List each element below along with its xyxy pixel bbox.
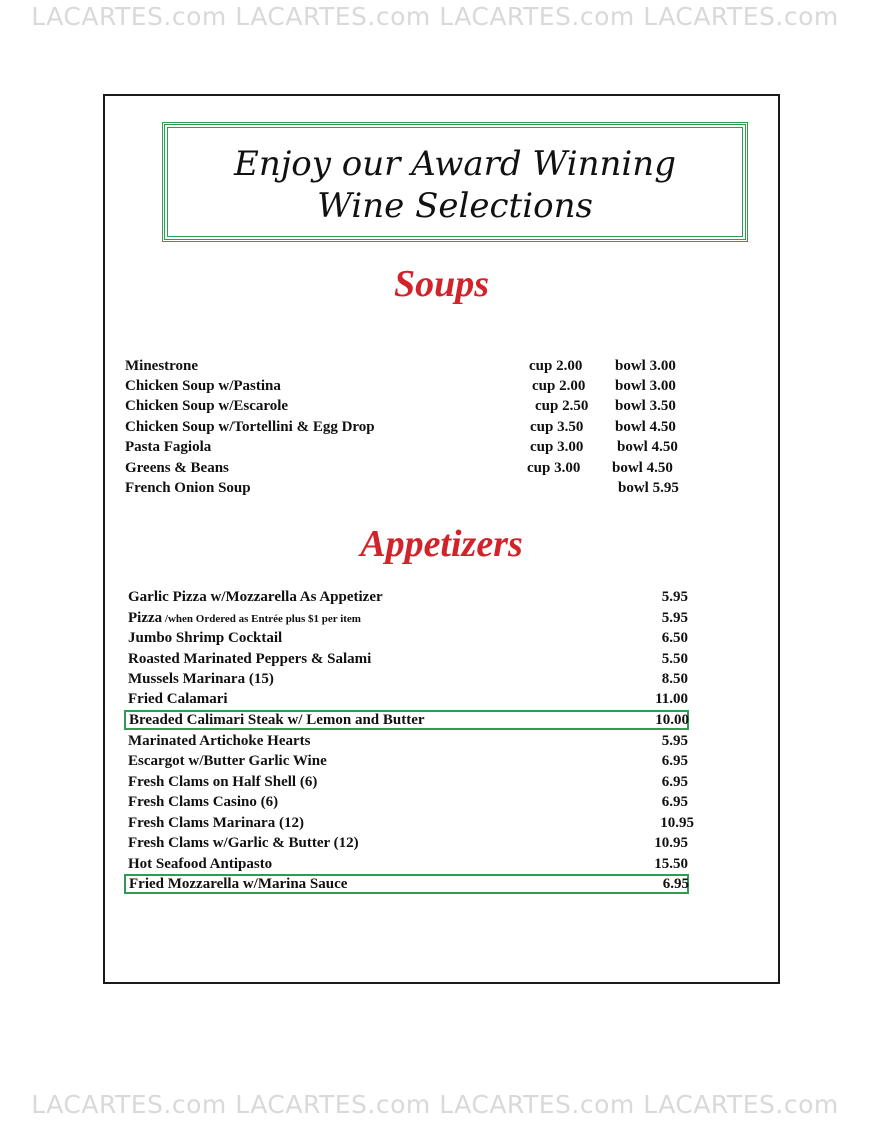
appetizer-price: 6.95 bbox=[661, 753, 688, 769]
appetizer-price: 8.50 bbox=[661, 671, 688, 687]
soup-cup-price: cup 2.00 bbox=[532, 378, 586, 394]
soup-item bbox=[125, 478, 697, 498]
soup-bowl-price: bowl 5.95 bbox=[618, 480, 679, 496]
appetizer-name: Fresh Clams w/Garlic & Butter (12) bbox=[128, 835, 359, 851]
appetizer-item bbox=[128, 833, 688, 853]
appetizer-price: 5.50 bbox=[661, 651, 688, 667]
appetizer-item bbox=[128, 813, 694, 833]
soup-cup-price: cup 3.00 bbox=[530, 439, 584, 455]
appetizer-item bbox=[128, 731, 688, 751]
appetizer-name: Fried Mozzarella w/Marina Sauce bbox=[129, 876, 348, 892]
appetizer-name: Breaded Calimari Steak w/ Lemon and Butter bbox=[129, 712, 425, 728]
appetizer-name: Garlic Pizza w/Mozzarella As Appetizer bbox=[128, 589, 383, 605]
appetizer-item bbox=[128, 628, 688, 648]
appetizer-item bbox=[129, 710, 689, 730]
appetizer-price: 6.95 bbox=[662, 876, 689, 892]
appetizer-item bbox=[128, 854, 688, 874]
soup-bowl-price: bowl 3.00 bbox=[615, 358, 676, 374]
appetizer-item bbox=[128, 751, 688, 771]
wine-banner-line2: Wine Selections bbox=[317, 186, 593, 226]
appetizer-item bbox=[128, 669, 688, 689]
appetizer-item bbox=[128, 587, 688, 607]
appetizer-name: Escargot w/Butter Garlic Wine bbox=[128, 753, 327, 769]
soup-cup-price: cup 2.50 bbox=[535, 398, 589, 414]
appetizer-item bbox=[128, 772, 688, 792]
soup-item bbox=[125, 437, 697, 457]
appetizer-price: 5.95 bbox=[661, 733, 688, 749]
soups-heading: Soups bbox=[393, 263, 490, 305]
soup-bowl-price: bowl 3.00 bbox=[615, 378, 676, 394]
soup-item bbox=[125, 417, 697, 437]
appetizer-price: 5.95 bbox=[661, 589, 688, 605]
pizza-note: /when Ordered as Entrée plus $1 per item bbox=[162, 613, 361, 625]
appetizer-name: Fresh Clams Marinara (12) bbox=[128, 815, 304, 831]
appetizer-price: 6.50 bbox=[661, 630, 688, 646]
appetizer-name: Mussels Marinara (15) bbox=[128, 671, 274, 687]
watermark-top: LACARTES.com LACARTES.com LACARTES.com LACARTES.com bbox=[31, 2, 839, 31]
soup-name: Greens & Beans bbox=[125, 460, 229, 476]
appetizer-name: Fresh Clams Casino (6) bbox=[128, 794, 279, 810]
appetizer-item bbox=[128, 689, 688, 709]
menu-page bbox=[103, 94, 780, 984]
appetizer-item bbox=[128, 608, 688, 628]
appetizer-item bbox=[129, 874, 689, 894]
soup-name: Pasta Fagiola bbox=[125, 439, 212, 455]
soup-bowl-price: bowl 4.50 bbox=[617, 439, 678, 455]
soup-cup-price: cup 2.00 bbox=[529, 358, 583, 374]
soup-item bbox=[125, 376, 697, 396]
appetizer-name: Fried Calamari bbox=[128, 691, 228, 707]
soup-cup-price: cup 3.50 bbox=[530, 419, 584, 435]
appetizer-price: 11.00 bbox=[655, 691, 688, 707]
soup-name: Chicken Soup w/Tortellini & Egg Drop bbox=[125, 419, 375, 435]
soup-name: French Onion Soup bbox=[125, 480, 251, 496]
appetizer-price: 15.50 bbox=[654, 856, 688, 872]
soup-name: Chicken Soup w/Pastina bbox=[125, 378, 281, 394]
wine-banner bbox=[162, 122, 748, 242]
pizza-name: Pizza bbox=[128, 610, 163, 626]
soup-bowl-price: bowl 4.50 bbox=[612, 460, 673, 476]
soup-item bbox=[125, 356, 697, 376]
appetizer-price: 10.95 bbox=[660, 815, 694, 831]
appetizers-heading: Appetizers bbox=[360, 523, 523, 565]
appetizer-name: Roasted Marinated Peppers & Salami bbox=[128, 651, 372, 667]
appetizer-name: Fresh Clams on Half Shell (6) bbox=[128, 774, 318, 790]
appetizer-price: 5.95 bbox=[661, 610, 688, 626]
soup-item bbox=[125, 396, 697, 416]
appetizer-item bbox=[128, 792, 688, 812]
appetizer-name bbox=[128, 608, 361, 629]
soup-item bbox=[125, 458, 697, 478]
soup-name: Minestrone bbox=[125, 358, 199, 374]
appetizer-price: 6.95 bbox=[661, 794, 688, 810]
appetizer-price: 10.95 bbox=[654, 835, 688, 851]
wine-banner-text bbox=[165, 143, 745, 227]
watermark-bottom: LACARTES.com LACARTES.com LACARTES.com LACARTES.com bbox=[31, 1090, 839, 1119]
appetizer-name: Marinated Artichoke Hearts bbox=[128, 733, 311, 749]
wine-banner-line1: Enjoy our Award Winning bbox=[234, 144, 676, 184]
appetizer-name: Jumbo Shrimp Cocktail bbox=[128, 630, 283, 646]
soup-bowl-price: bowl 4.50 bbox=[615, 419, 676, 435]
appetizer-name: Hot Seafood Antipasto bbox=[128, 856, 273, 872]
soup-cup-price: cup 3.00 bbox=[527, 460, 581, 476]
appetizer-item bbox=[128, 649, 688, 669]
appetizer-price: 10.00 bbox=[655, 712, 689, 728]
soup-name: Chicken Soup w/Escarole bbox=[125, 398, 289, 414]
appetizer-price: 6.95 bbox=[661, 774, 688, 790]
soup-bowl-price: bowl 3.50 bbox=[615, 398, 676, 414]
